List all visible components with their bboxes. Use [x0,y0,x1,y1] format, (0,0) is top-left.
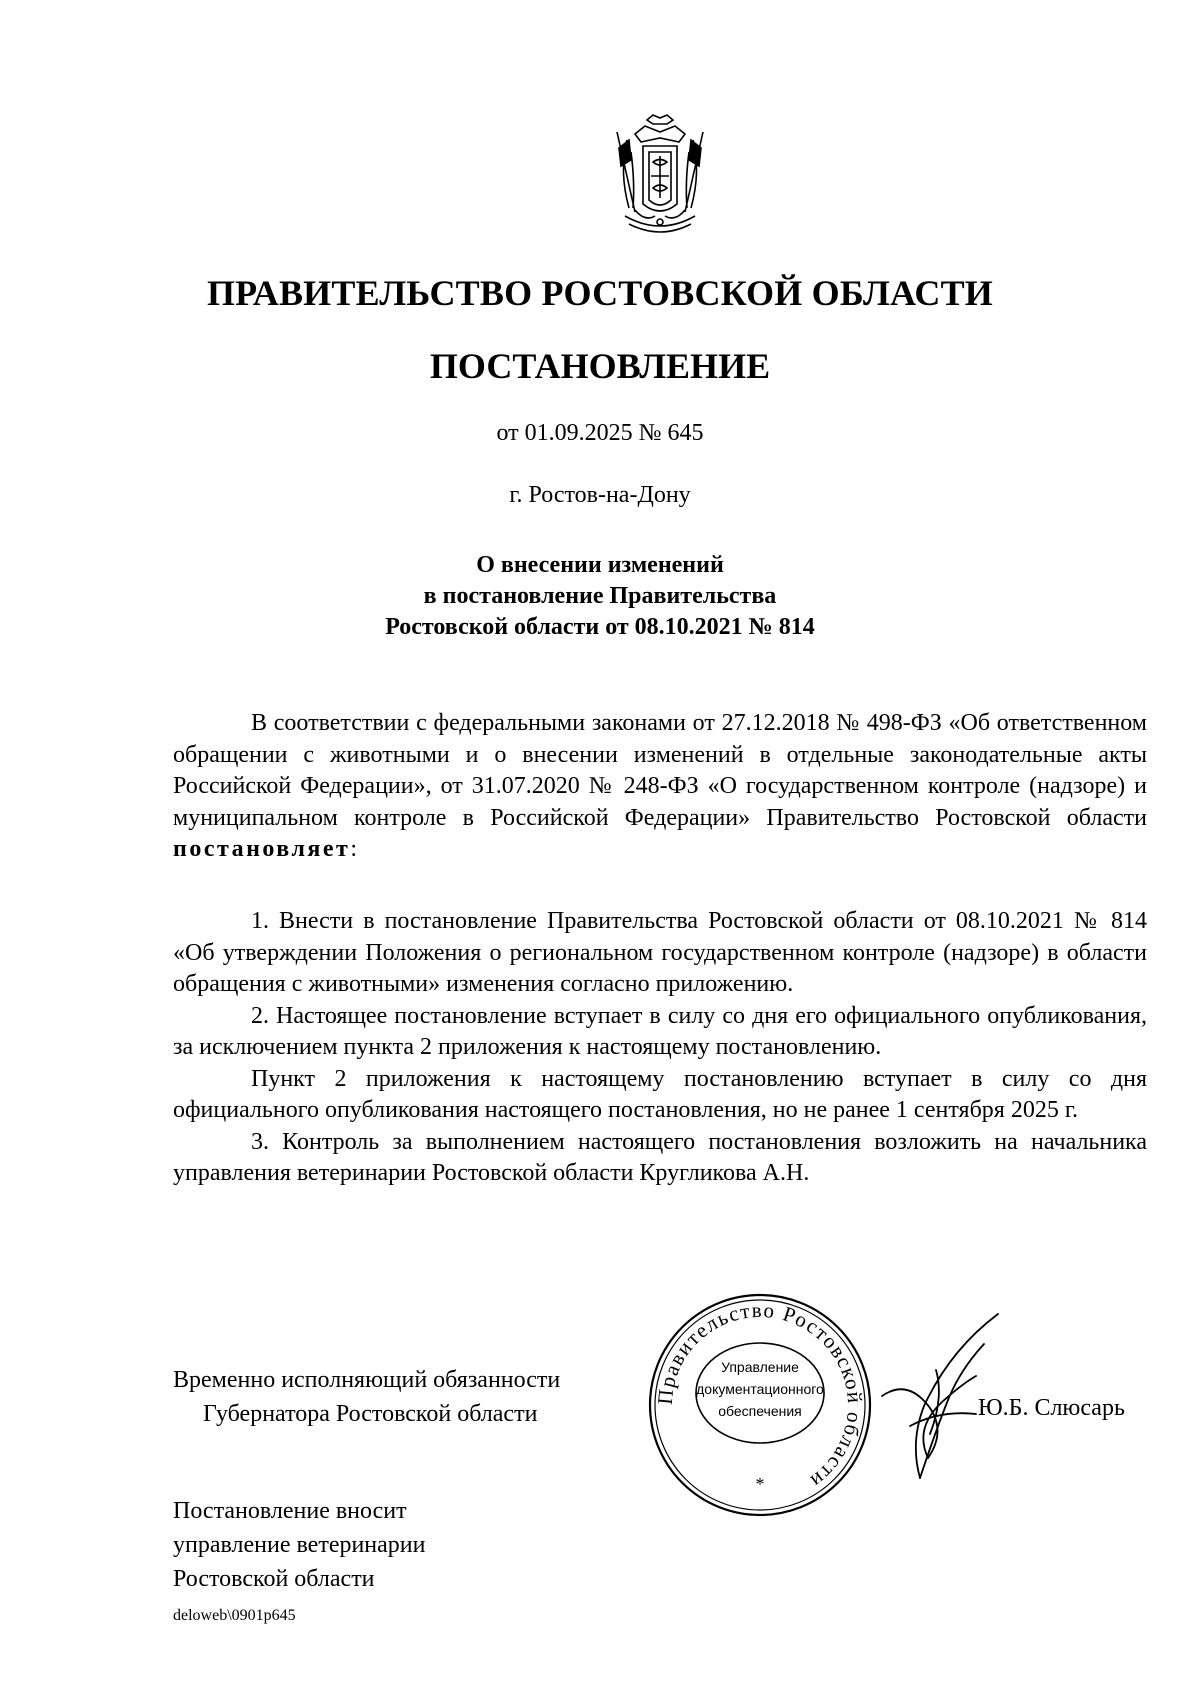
resolution-item: 2. Настоящее постановление вступает в силу со дня его официального опубликования, за исключением пункта 2 приложения к настоящему постановлению. [173,1002,1147,1060]
seal-star: * [755,1474,765,1494]
signatory-position [173,1363,560,1431]
document-reference: deloweb\0901p645 [173,1607,296,1624]
document-subject [0,550,1200,643]
resolution-items [173,906,1147,1190]
preamble-tail: : [350,836,357,862]
introducing-body [173,1494,426,1596]
signatory-name: Ю.Б. Слюсарь [978,1395,1125,1421]
coat-of-arms-emblem [605,112,715,242]
resolution-item: 3. Контроль за выполнением настоящего постановления возложить на начальника управления ветеринарии Ростовской области Кругликова А.Н. [173,1128,1147,1186]
document-date-number: от 01.09.2025 № 645 [496,420,704,446]
official-seal-stamp [645,1290,875,1520]
organization-title: ПРАВИТЕЛЬСТВО РОСТОВСКОЙ ОБЛАСТИ [206,273,994,313]
preamble-text: В соответствии с федеральными законами от 27.12.2018 № 498-ФЗ «Об ответственном обращении с животными и о внесении изменений в отдельные законодательные акты Российской Федерации», от 31.07.2020 № 248-ФЗ «О государственном контроле (надзоре) и муниципальном контроле в Российской Федерации» Правительство Ростовской области [173,710,1147,831]
subject-line: Ростовской области от 08.10.2021 № 814 [385,614,815,640]
document-city: г. Ростов-на-Дону [509,482,691,508]
seal-center-line: документационного [696,1381,824,1397]
position-line: Временно исполняющий обязанности [173,1367,561,1393]
subject-line: в постановление Правительства [423,583,777,609]
subject-line: О внесении изменений [476,552,724,578]
introducer-line: Ростовской области [173,1566,375,1592]
seal-center-line: обеспечения [718,1403,802,1419]
preamble [173,708,1147,866]
resolution-item: Пункт 2 приложения к настоящему постановлению вступает в силу со дня официального опубликования настоящего постановления, но не ранее 1 сентября 2025 г. [173,1065,1147,1123]
introducer-line: управление ветеринарии [173,1532,426,1558]
preamble-keyword: постановляет [173,836,351,862]
position-line: Губернатора Ростовской области [203,1401,538,1427]
seal-center-line: Управление [721,1359,799,1375]
document-type: ПОСТАНОВЛЕНИЕ [429,346,771,386]
seal-ring-text: Правительство Ростовской области [652,1297,868,1495]
resolution-item: 1. Внести в постановление Правительства Ростовской области от 08.10.2021 № 814 «Об утверждении Положения о региональном государственном контроле (надзоре) в области обращения с животными» изменения согласно приложению. [173,908,1147,997]
introducer-line: Постановление вносит [173,1498,407,1524]
